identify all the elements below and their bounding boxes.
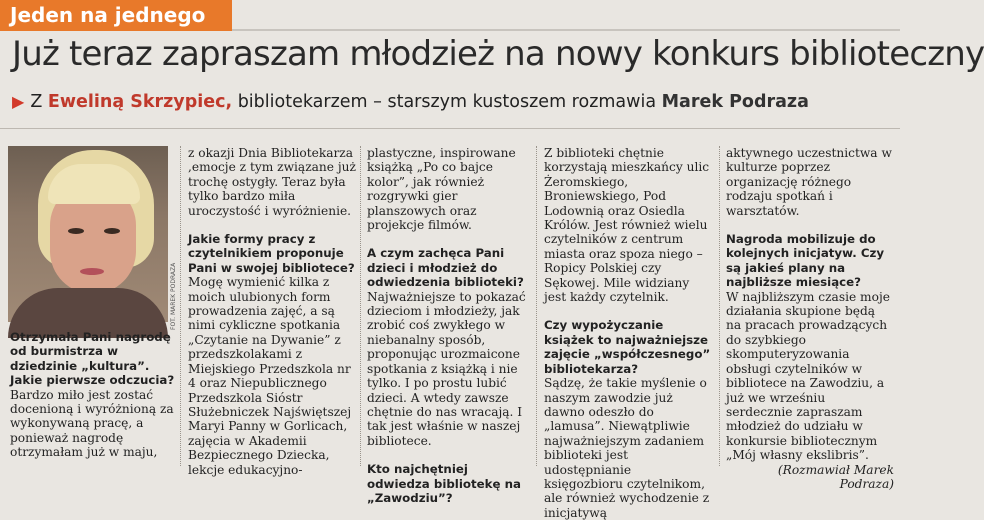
column-2 bbox=[188, 146, 356, 477]
answer-2-cont: plastyczne, inspirowane książką „Po co bajce kolor”, jak również rozgrywki gier planszowych oraz projekcje filmów. bbox=[367, 146, 516, 233]
answer-2: Mogę wymienić kilka z moich ulubionych form prowadzenia zajęć, a są nimi cykliczne spotkania „Czytanie na Dywanie” z przedszkolakami z Miejskiego Przedszkola nr 4 oraz Niepublicznego Przedszkola Sióstr Służebniczek Najświętszej Maryi Panny w Gorlicach, zajęcia w Akademii Bezpiecznego Dziecka, lekcje edukacyjno- bbox=[188, 275, 352, 477]
column-5 bbox=[726, 146, 894, 491]
column-3 bbox=[367, 146, 530, 505]
question-3: A czym zachęca Pani dzieci i młodzież do odwiedzenia biblioteki? bbox=[367, 246, 524, 290]
question-1: Otrzymała Pani nagrodę od burmistrza w dziedzinie „kultura”. Jakie pierwsze odczucia? bbox=[10, 330, 175, 388]
column-separator bbox=[360, 146, 362, 466]
header-rule bbox=[232, 29, 900, 31]
column-separator bbox=[536, 146, 538, 466]
question-4: Kto najchętniej odwiedza bibliotekę na „Zawodziu”? bbox=[367, 462, 521, 505]
portrait-photo bbox=[8, 146, 168, 322]
subheadline bbox=[12, 92, 892, 112]
headline: Już teraz zapraszam młodzież na nowy konkurs biblioteczny bbox=[12, 34, 984, 74]
divider bbox=[0, 128, 900, 129]
sub-prefix: Z bbox=[30, 92, 43, 112]
section-tag: Jeden na jednego bbox=[0, 0, 232, 31]
answer-5: Sądzę, że takie myślenie o naszym zawodzie już dawno odeszło do „lamusa”. Niewątpliwie najważniejszym zadaniem biblioteki jest udostępnianie księgozbioru czytelnikom, ale również wychodzenie z inicjatywą bbox=[544, 376, 710, 520]
interviewee-role: bibliotekarzem – starszym kustoszem rozmawia bbox=[237, 92, 657, 112]
question-2: Jakie formy pracy z czytelnikiem proponuje Pani w swojej bibliotece? bbox=[188, 232, 355, 275]
interviewee-name: Eweliną Skrzypiec, bbox=[47, 92, 233, 112]
interviewer-name: Marek Podraza bbox=[661, 92, 809, 112]
photo-credit: FOT. MAREK PODRAZA bbox=[170, 262, 177, 330]
question-6: Nagroda mobilizuje do kolejnych inicjatyw. Czy są jakieś plany na najbliższe miesiące? bbox=[726, 232, 885, 290]
signature: (Rozmawiał Marek Podraza) bbox=[777, 462, 894, 491]
column-separator bbox=[180, 146, 182, 466]
column-separator bbox=[719, 146, 721, 466]
column-1 bbox=[10, 330, 175, 468]
answer-1: Bardzo miło jest zostać docenioną i wyróżnioną za wykonywaną pracę, a ponieważ nagrodę otrzymałam już w maju, bbox=[10, 387, 174, 460]
answer-6: W najbliższym czasie moje działania skupione będą na pracach prowadzących do szybkiego skomputeryzowania obsługi czytelników w bibliotece na Zawodziu, a już we wrześniu serdecznie zapraszam młodzież do udziału w konkursie bibliotecznym „Mój własny ekslibris”. bbox=[726, 289, 890, 463]
answer-5-cont: aktywnego uczestnictwa w kulturze poprzez organizację różnego rodzaju spotkań i warsztatów. bbox=[726, 146, 892, 218]
arrow-right-icon: ▶ bbox=[12, 92, 25, 111]
question-5: Czy wypożyczanie książek to najważniejsze zajęcie „współczesnego” bibliotekarza? bbox=[544, 318, 711, 376]
answer-3: Najważniejsze to pokazać dzieciom i młodzieży, jak zrobić coś zwykłego w niebanalny sposób, proponując urozmaicone spotkania z książką i nie tylko. I po prostu lubić dzieci. A wtedy zawsze chętnie do nas wracają. I tak jest właśnie w naszej bibliotece. bbox=[367, 289, 526, 448]
answer-1-cont: z okazji Dnia Bibliotekarza ,emocje z tym związane już trochę ostygły. Teraz była tylko bardzo miła uroczystość i wyróżnienie. bbox=[188, 146, 356, 218]
answer-4: Z biblioteki chętnie korzystają mieszkańcy ulic Żeromskiego, Broniewskiego, Pod Lodownią oraz Osiedla Królów. Jest również wielu czytelników z centrum miasta oraz spoza niego – Ropicy Polskiej czy Sękowej. Mile widziany jest każdy czytelnik. bbox=[544, 146, 710, 305]
column-4 bbox=[544, 146, 714, 520]
